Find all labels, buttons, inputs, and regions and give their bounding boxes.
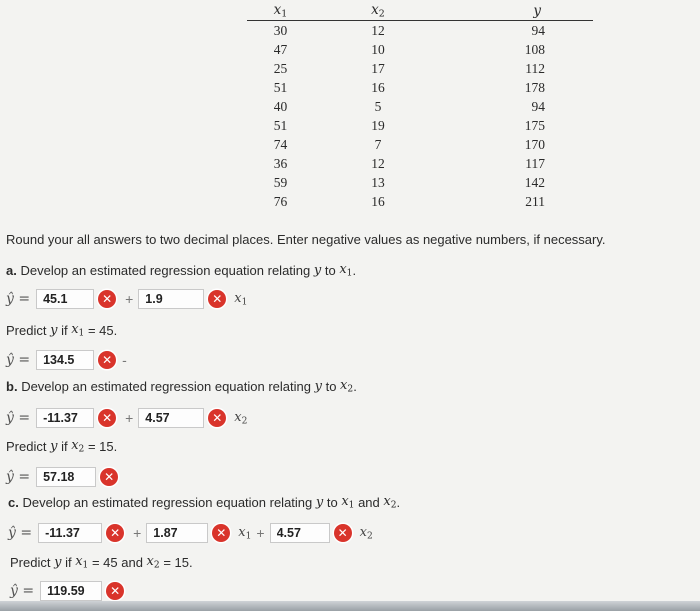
table-cell-x2: 17 [371,60,385,76]
table-cell-y: 117 [525,155,545,171]
table-cell-x1: 59 [273,174,288,190]
data-table [247,1,593,211]
part-a-equation [6,289,247,309]
table-cell-y: 142 [524,174,545,190]
yhat-label: ŷ = [10,583,35,599]
table-cell-x1: 47 [273,41,288,57]
table-cell-x2: 13 [371,174,385,190]
part-c-equation [8,523,373,543]
table-cell-y: 170 [524,136,545,152]
x-circle-icon: ✕ [106,582,124,600]
table-cell-x1: 25 [273,60,288,76]
table-cell-x2: 12 [371,22,385,38]
part-a-prediction [6,350,129,370]
table-cell-y: 178 [524,79,545,95]
table-row [247,192,593,211]
x-circle-icon: ✕ [208,409,226,427]
table-row [247,135,593,154]
instructions-text: Round your all answers to two decimal places. Enter negative values as negative numbers, if necessary. [6,232,606,247]
part-c-prompt: c. Develop an estimated regression equation relating y to $x_1$ and $x_2$ . [8,494,401,511]
part-c-prediction [10,581,128,601]
table-row [247,173,593,192]
x-circle-icon: ✕ [208,290,226,308]
bottom-edge [0,601,700,611]
table-cell-x2: 7 [374,136,382,152]
table-row [247,40,593,59]
yhat-label: ŷ = [6,410,31,426]
table-cell-x2: 16 [371,193,385,209]
part-b-equation [6,408,247,428]
part-a-prediction-input[interactable] [36,350,94,370]
part-a-intercept-input[interactable] [36,289,94,309]
part-b-prediction [6,467,122,487]
header-y: y [533,2,541,19]
part-b-prediction-input[interactable] [36,467,96,487]
part-b-predict-text: Predict y if $x_2$ = 15. [6,438,118,455]
table-row [247,21,593,41]
part-a-predict-text: Predict y if $x_1$ = 45. [6,322,118,339]
part-c-predict-text: Predict y if $x_1$ = 45 and $x_2$ = 15. [10,554,193,571]
table-cell-x1: 40 [273,98,288,114]
header-x2: $x_2$ [371,1,385,20]
var-x1: $x_1$ [234,290,248,308]
yhat-label: ŷ = [6,352,31,368]
part-b-prompt: b. Develop an estimated regression equation relating y to $x_2$ . [6,378,357,395]
table-cell-x1: 51 [273,117,288,133]
var-x2: $x_2$ [234,409,248,427]
table-cell-x1: 51 [273,79,288,95]
part-c-slope1-input[interactable] [146,523,208,543]
table-row [247,59,593,78]
table-cell-x1: 76 [273,193,288,209]
table-cell-y: 108 [524,41,545,57]
minus-sign: - [122,352,127,368]
x-circle-icon: ✕ [98,409,116,427]
table-cell-x2: 19 [371,117,385,133]
x-circle-icon: ✕ [212,524,230,542]
x-circle-icon: ✕ [100,468,118,486]
table-body [247,21,593,212]
table-row [247,154,593,173]
table-cell-x2: 5 [374,98,382,114]
plus-sign: + [125,291,134,307]
x-circle-icon: ✕ [98,351,116,369]
part-c-slope2-input[interactable] [270,523,330,543]
table-cell-x2: 12 [371,155,385,171]
table-cell-x2: 10 [371,41,385,57]
part-c-intercept-input[interactable] [38,523,102,543]
table-cell-y: 94 [531,22,545,38]
part-b-slope-input[interactable] [138,408,204,428]
plus-sign: + [256,525,265,541]
table-cell-x1: 74 [273,136,288,152]
table-cell-y: 94 [531,98,545,114]
table-cell-x1: 30 [273,22,288,38]
var-x2: $x_2$ [359,524,373,542]
var-x1: $x_1$ [238,524,252,542]
part-c-prediction-input[interactable] [40,581,102,601]
table-cell-x1: 36 [273,155,288,171]
table-cell-y: 112 [525,60,545,76]
plus-sign: + [133,525,142,541]
table-row [247,116,593,135]
part-a-slope-input[interactable] [138,289,204,309]
table-cell-y: 211 [525,193,545,209]
table-cell-x2: 16 [371,79,385,95]
table-row [247,78,593,97]
table-header-row [247,1,593,21]
part-a-prompt: a. Develop an estimated regression equation relating y to $x_1$ . [6,262,357,279]
x-circle-icon: ✕ [98,290,116,308]
yhat-label: ŷ = [6,469,31,485]
table-row [247,97,593,116]
yhat-label: ŷ = [8,525,33,541]
plus-sign: + [125,410,134,426]
part-b-intercept-input[interactable] [36,408,94,428]
x-circle-icon: ✕ [106,524,124,542]
x-circle-icon: ✕ [334,524,352,542]
header-x1: $x_1$ [273,1,288,20]
yhat-label: ŷ = [6,291,31,307]
table-cell-y: 175 [524,117,545,133]
